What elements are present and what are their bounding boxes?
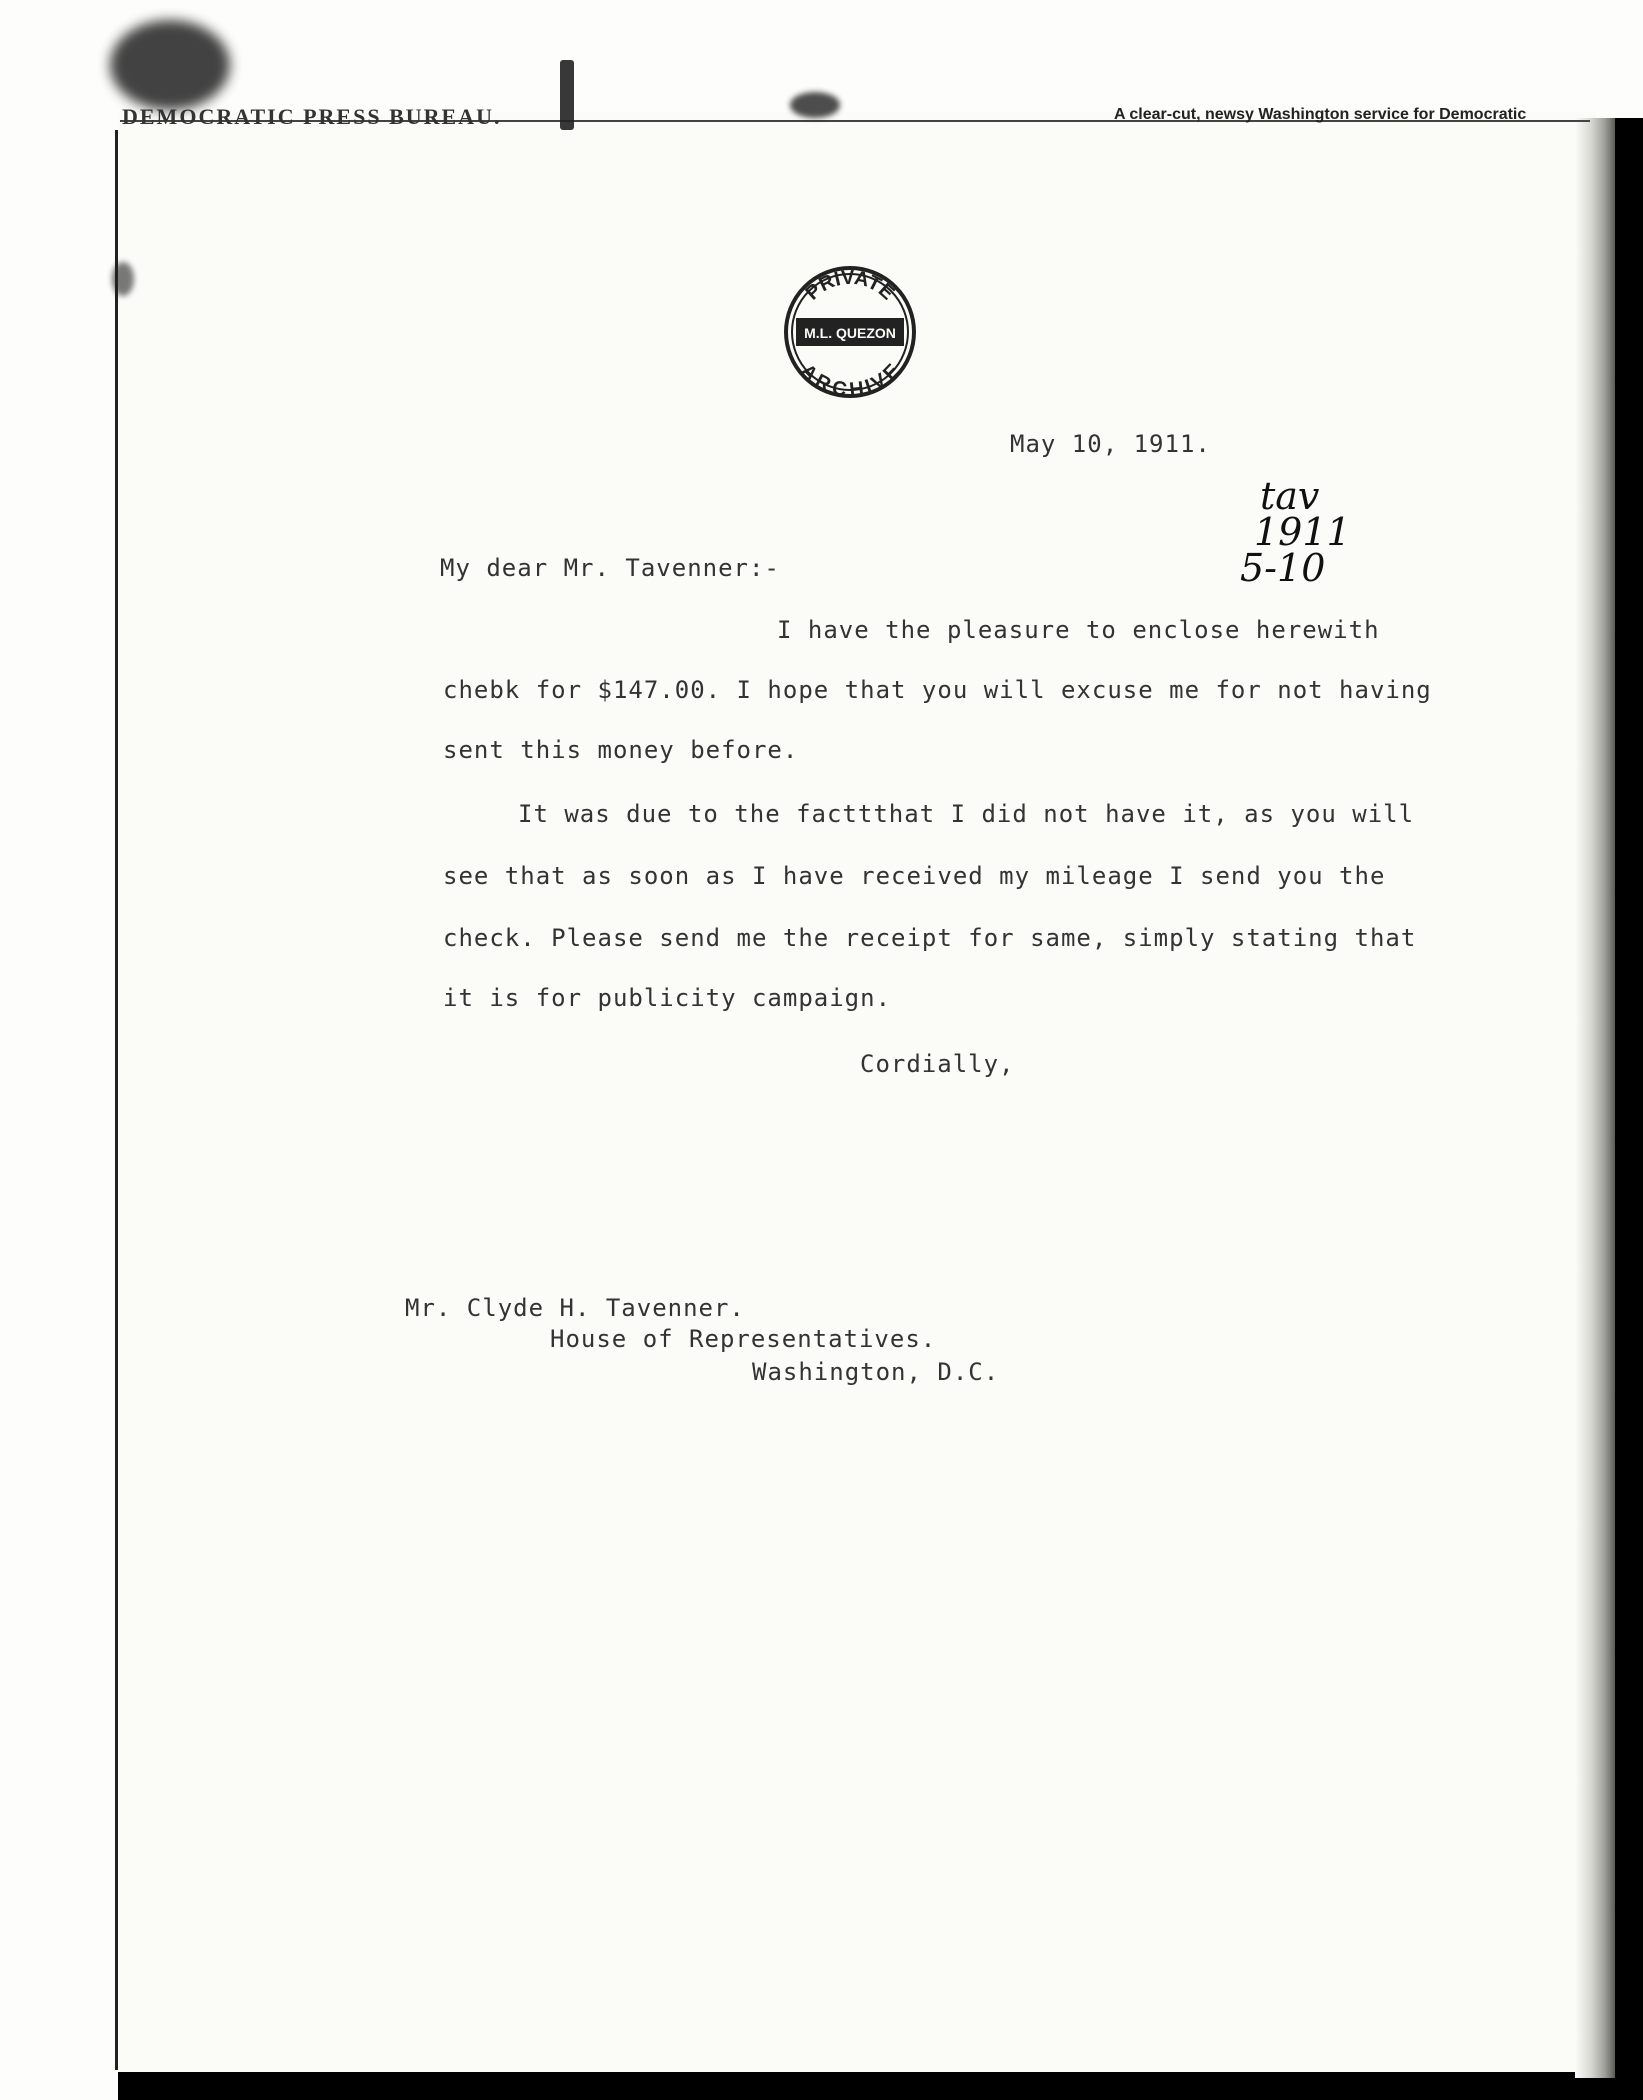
scan-border-left	[0, 0, 118, 2100]
private-archive-stamp	[780, 262, 920, 402]
handwritten-line: tav	[1260, 474, 1320, 518]
body-line: sent this money before.	[443, 736, 799, 764]
stamp-bottom-text: ARCHIVE	[795, 359, 905, 402]
page-left-edge	[115, 130, 118, 2070]
body-line: see that as soon as I have received my mileage I send you the	[443, 862, 1386, 890]
ink-smudge	[560, 60, 574, 130]
ink-smudge	[112, 262, 134, 296]
address-line: Mr. Clyde H. Tavenner.	[405, 1294, 745, 1322]
page-edge-shadow	[1575, 118, 1615, 2078]
stamp-middle-text: M.L. QUEZON	[804, 325, 896, 341]
letter-page	[118, 112, 1596, 2072]
letterhead-name: DEMOCRATIC PRESS BUREAU.	[122, 104, 502, 129]
svg-text:ARCHIVE	[796, 360, 904, 401]
body-line: I have the pleasure to enclose herewith	[777, 616, 1380, 644]
letterhead-tagline: A clear-cut, newsy Washington service for Democratic	[1114, 106, 1527, 123]
address-line: House of Representatives.	[550, 1325, 937, 1353]
handwritten-line: 1911	[1254, 510, 1351, 554]
body-line: chebk for $147.00. I hope that you will excuse me for not having	[443, 676, 1432, 704]
stamp-top-text: PRIVATE	[801, 266, 899, 305]
salutation: My dear Mr. Tavenner:-	[440, 554, 780, 582]
handwritten-line: 5-10	[1240, 546, 1326, 590]
closing: Cordially,	[860, 1050, 1015, 1078]
handwritten-note	[1240, 474, 1351, 590]
letter-date: May 10, 1911.	[1010, 430, 1211, 458]
body-line: It was due to the facttthat I did not have it, as you will	[518, 800, 1415, 828]
body-line: check. Please send me the receipt for same, simply stating that	[443, 924, 1417, 952]
address-line: Washington, D.C.	[752, 1358, 1000, 1386]
svg-text:PRIVATE	[801, 267, 898, 305]
scan-border-top	[118, 0, 1643, 118]
ink-smudge	[110, 20, 230, 110]
ink-smudge	[790, 92, 840, 118]
body-line: it is for publicity campaign.	[443, 984, 892, 1012]
